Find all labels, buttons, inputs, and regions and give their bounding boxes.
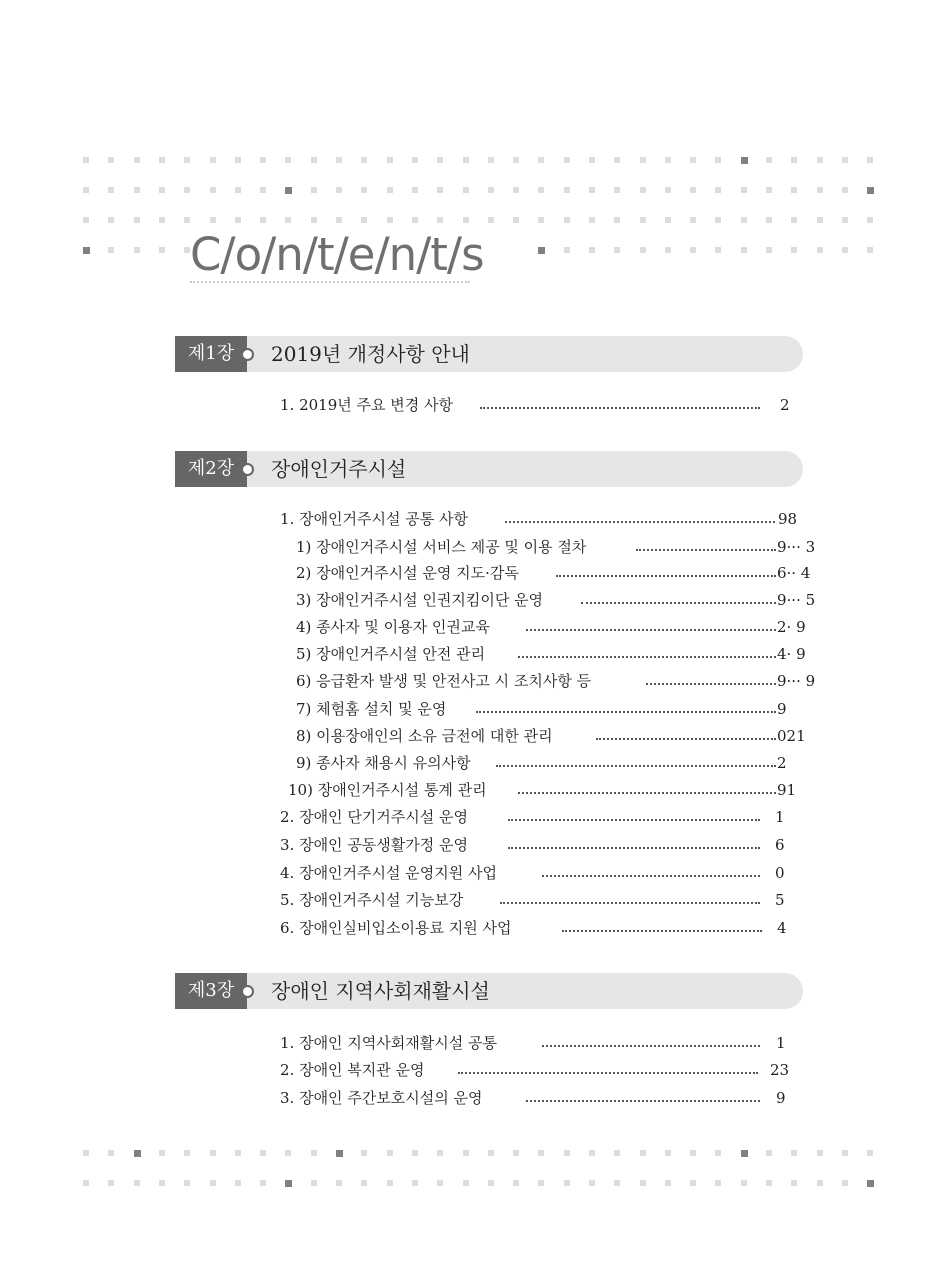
decorative-dot (715, 247, 721, 253)
decorative-dot (665, 1180, 671, 1186)
toc-entry-label: 4. 장애인거주시설 운영지원 사업 (280, 860, 500, 886)
leader-dots (505, 521, 775, 523)
toc-entry-label: 7) 체험홈 설치 및 운영 (296, 696, 449, 722)
decorative-dot (867, 1150, 873, 1156)
decorative-dot (412, 157, 418, 163)
toc-entry-label: 6. 장애인실비입소이용료 지원 사업 (280, 915, 514, 941)
toc-entry-page: 6·· 4 (777, 564, 811, 582)
decorative-dot (564, 187, 570, 193)
decorative-dot (640, 1180, 646, 1186)
chapter-3-header (175, 973, 805, 1009)
decorative-dot (538, 157, 544, 163)
decorative-dot (513, 1180, 519, 1186)
toc-entry-label: 2. 장애인 복지관 운영 (280, 1057, 428, 1083)
decorative-dot (842, 187, 848, 193)
toc-entry-label: 8) 이용장애인의 소유 금전에 대한 관리 (296, 723, 556, 749)
decorative-dot (766, 187, 772, 193)
decorative-dot (108, 217, 114, 223)
decorative-dot (741, 187, 747, 193)
toc-entry[interactable] (280, 887, 815, 913)
toc-entry-label: 4) 종사자 및 이용자 인권교육 (296, 614, 493, 640)
decorative-dot (361, 1150, 367, 1156)
decorative-dot (412, 1150, 418, 1156)
leader-dots (542, 1045, 760, 1047)
decorative-dot (159, 187, 165, 193)
decorative-dot (690, 247, 696, 253)
decorative-dot (817, 217, 823, 223)
decorative-dot (134, 1150, 141, 1157)
decorative-dot (589, 1150, 595, 1156)
title-underline (190, 281, 470, 283)
decorative-dot (235, 157, 241, 163)
decorative-dot (766, 1150, 772, 1156)
decorative-dot (285, 217, 291, 223)
decorative-dot (665, 247, 671, 253)
decorative-dot (437, 1180, 443, 1186)
toc-entry-page: 9··· 9 (777, 672, 816, 690)
leader-dots (518, 792, 776, 794)
decorative-dot (766, 157, 772, 163)
decorative-dot (83, 187, 89, 193)
toc-entry[interactable] (296, 696, 818, 722)
toc-entry[interactable] (280, 506, 815, 532)
decorative-dot (210, 1180, 216, 1186)
toc-entry[interactable] (296, 641, 818, 667)
decorative-dot (564, 247, 570, 253)
decorative-dot (83, 247, 90, 254)
toc-entry-label: 9) 종사자 채용시 유의사항 (296, 750, 474, 776)
decorative-dot (867, 247, 873, 253)
decorative-dot (285, 1150, 291, 1156)
decorative-dot (311, 187, 317, 193)
decorative-dot (614, 187, 620, 193)
decorative-dot (463, 157, 469, 163)
decorative-dot (134, 187, 140, 193)
decorative-dot (791, 247, 797, 253)
decorative-dot (210, 1150, 216, 1156)
decorative-dot (614, 247, 620, 253)
toc-entry[interactable] (280, 1057, 815, 1083)
toc-entry[interactable] (280, 392, 790, 418)
decorative-dot (842, 157, 848, 163)
decorative-dot (336, 217, 342, 223)
decorative-dot (640, 157, 646, 163)
decorative-dot (640, 247, 646, 253)
decorative-dot (159, 157, 165, 163)
decorative-dot (665, 217, 671, 223)
decorative-dot (311, 1150, 317, 1156)
toc-entry-label: 2. 장애인 단기거주시설 운영 (280, 804, 471, 830)
decorative-dot (564, 217, 570, 223)
decorative-dot (108, 157, 114, 163)
toc-entry-page: 5 (775, 891, 785, 909)
decorative-dot (538, 1150, 544, 1156)
toc-entry[interactable] (296, 560, 818, 586)
decorative-dot (336, 1150, 343, 1157)
decorative-dot (614, 1150, 620, 1156)
decorative-dot (108, 1150, 114, 1156)
leader-dots (476, 711, 776, 713)
decorative-dot (741, 157, 748, 164)
decorative-dot (817, 187, 823, 193)
toc-entry-label: 6) 응급환자 발생 및 안전사고 시 조치사항 등 (296, 668, 594, 694)
decorative-dot (184, 217, 190, 223)
chapter-tag: 제3장 (175, 973, 247, 1009)
leader-dots (518, 656, 776, 658)
decorative-dot (463, 187, 469, 193)
decorative-dot (311, 157, 317, 163)
toc-entry-page: 2 (777, 754, 787, 772)
decorative-dot (134, 247, 140, 253)
decorative-dot (361, 217, 367, 223)
leader-dots (508, 847, 760, 849)
toc-entry-page: 9 (776, 1089, 786, 1107)
decorative-dot (463, 1150, 469, 1156)
decorative-dot (412, 187, 418, 193)
decorative-dot (589, 1180, 595, 1186)
decorative-dot (260, 1180, 266, 1186)
decorative-dot (285, 187, 292, 194)
decorative-dot (463, 217, 469, 223)
decorative-dot (791, 217, 797, 223)
decorative-dot (741, 247, 747, 253)
toc-entry-label: 5) 장애인거주시설 안전 관리 (296, 641, 488, 667)
decorative-dot (614, 217, 620, 223)
decorative-dot (817, 247, 823, 253)
toc-entry-label: 1. 2019년 주요 변경 사항 (280, 392, 456, 418)
decorative-dot (513, 157, 519, 163)
decorative-dot (83, 157, 89, 163)
decorative-dot (285, 1180, 292, 1187)
toc-entry[interactable] (296, 534, 818, 560)
toc-entry-label: 1. 장애인 지역사회재활시설 공통 (280, 1030, 500, 1056)
decorative-dot (665, 1150, 671, 1156)
decorative-dot (159, 217, 165, 223)
toc-entry-page: 91 (777, 781, 797, 799)
decorative-dot (488, 1150, 494, 1156)
chapter-title: 2019년 개정사항 안내 (271, 342, 470, 366)
leader-dots (581, 602, 776, 604)
decorative-dot (513, 1150, 519, 1156)
decorative-dot (766, 217, 772, 223)
decorative-dot (285, 157, 291, 163)
decorative-dot (134, 157, 140, 163)
decorative-dot (235, 1150, 241, 1156)
decorative-dot (412, 217, 418, 223)
decorative-dot (614, 157, 620, 163)
decorative-dot (791, 1180, 797, 1186)
decorative-dot (235, 1180, 241, 1186)
decorative-dot (817, 1150, 823, 1156)
decorative-dot (184, 157, 190, 163)
ring-icon (241, 463, 254, 476)
toc-entry-label: 3. 장애인 주간보호시설의 운영 (280, 1085, 486, 1111)
toc-entry-label: 3. 장애인 공동생활가정 운영 (280, 832, 471, 858)
toc-entry-page: 1 (775, 808, 785, 826)
ring-icon (241, 348, 254, 361)
decorative-dot (715, 1180, 721, 1186)
toc-entry-page: 6 (775, 836, 785, 854)
decorative-dot (817, 1180, 823, 1186)
leader-dots (526, 629, 776, 631)
decorative-dot (791, 1150, 797, 1156)
decorative-dot (538, 217, 544, 223)
toc-entry[interactable] (296, 614, 818, 640)
decorative-dot (513, 187, 519, 193)
decorative-dot (412, 1180, 418, 1186)
decorative-dot (235, 187, 241, 193)
decorative-dot (564, 157, 570, 163)
chapter-tag: 제2장 (175, 451, 247, 487)
decorative-dot (589, 187, 595, 193)
decorative-dot (184, 1180, 190, 1186)
decorative-dot (159, 1150, 165, 1156)
toc-entry-page: 2 (780, 396, 790, 414)
toc-entry-page: 9··· 5 (777, 591, 816, 609)
toc-entry[interactable] (296, 723, 818, 749)
decorative-dot (108, 247, 114, 253)
decorative-dot (437, 217, 443, 223)
decorative-dot (336, 157, 342, 163)
decorative-dot (640, 187, 646, 193)
leader-dots (500, 902, 760, 904)
leader-dots (556, 575, 776, 577)
decorative-dot (842, 1180, 848, 1186)
toc-entry-page: 021 (777, 727, 806, 745)
decorative-dot (665, 187, 671, 193)
toc-entry-page: 2· 9 (777, 618, 806, 636)
toc-entry-page: 4· 9 (777, 645, 806, 663)
chapter-tag: 제1장 (175, 336, 247, 372)
decorative-dot (589, 217, 595, 223)
toc-entry-label: 3) 장애인거주시설 인권지킴이단 운영 (296, 587, 546, 613)
decorative-dot (387, 157, 393, 163)
decorative-dot (108, 1180, 114, 1186)
leader-dots (646, 683, 776, 685)
toc-entry-page: 0 (775, 864, 785, 882)
decorative-dot (513, 217, 519, 223)
decorative-dot (159, 247, 165, 253)
decorative-dot (842, 217, 848, 223)
decorative-dot (210, 157, 216, 163)
toc-entry-page: 98 (778, 510, 798, 528)
decorative-dot (715, 217, 721, 223)
leader-dots (526, 1100, 760, 1102)
toc-entry[interactable] (280, 804, 815, 830)
decorative-dot (184, 1150, 190, 1156)
leader-dots (542, 875, 760, 877)
decorative-dot (159, 1180, 165, 1186)
chapter-title: 장애인거주시설 (271, 457, 407, 481)
decorative-dot (260, 217, 266, 223)
decorative-dot (564, 1150, 570, 1156)
decorative-dot (741, 1180, 747, 1186)
toc-entry-page: 9 (777, 700, 787, 718)
toc-entry[interactable] (280, 832, 815, 858)
toc-entry-label: 1) 장애인거주시설 서비스 제공 및 이용 절차 (296, 534, 589, 560)
page-title: C/o/n/t/e/n/t/s (190, 228, 484, 281)
decorative-dot (387, 217, 393, 223)
decorative-dot (134, 1180, 140, 1186)
toc-entry-page: 1 (776, 1034, 786, 1052)
decorative-dot (83, 217, 89, 223)
decorative-dot (665, 157, 671, 163)
decorative-dot (311, 1180, 317, 1186)
decorative-dot (235, 217, 241, 223)
decorative-dot (538, 187, 544, 193)
toc-entry[interactable] (280, 1030, 815, 1056)
decorative-dot (690, 1150, 696, 1156)
decorative-dot (564, 1180, 570, 1186)
decorative-dot (690, 157, 696, 163)
decorative-dot (766, 1180, 772, 1186)
decorative-dot (614, 1180, 620, 1186)
decorative-dot (715, 157, 721, 163)
decorative-dot (108, 187, 114, 193)
decorative-dot (311, 217, 317, 223)
decorative-dot (134, 217, 140, 223)
decorative-dot (715, 187, 721, 193)
leader-dots (480, 407, 760, 409)
decorative-dot (589, 247, 595, 253)
chapter-1-header (175, 336, 805, 372)
leader-dots (458, 1072, 758, 1074)
decorative-dot (387, 187, 393, 193)
leader-dots (562, 930, 762, 932)
decorative-dot (766, 247, 772, 253)
toc-entry-label: 10) 장애인거주시설 통계 관리 (288, 777, 490, 803)
decorative-dot (741, 1150, 748, 1157)
decorative-dot (260, 187, 266, 193)
leader-dots (596, 738, 776, 740)
decorative-dot (361, 187, 367, 193)
decorative-dot (488, 1180, 494, 1186)
toc-entry[interactable] (280, 1085, 815, 1111)
decorative-dot (715, 1150, 721, 1156)
toc-entry-label: 1. 장애인거주시설 공통 사항 (280, 506, 471, 532)
toc-entry[interactable] (288, 777, 818, 803)
decorative-dot (387, 1180, 393, 1186)
decorative-dot (741, 217, 747, 223)
decorative-dot (791, 187, 797, 193)
toc-entry-label: 2) 장애인거주시설 운영 지도·감독 (296, 560, 522, 586)
leader-dots (636, 549, 776, 551)
toc-entry[interactable] (280, 860, 815, 886)
decorative-dot (640, 1150, 646, 1156)
decorative-dot (83, 1180, 89, 1186)
toc-entry[interactable] (280, 915, 815, 941)
decorative-dot (488, 157, 494, 163)
decorative-dot (589, 157, 595, 163)
toc-entry-label: 5. 장애인거주시설 기능보강 (280, 887, 466, 913)
decorative-dot (210, 217, 216, 223)
decorative-dot (867, 1180, 874, 1187)
decorative-dot (210, 187, 216, 193)
decorative-dot (184, 187, 190, 193)
chapter-2-header (175, 451, 805, 487)
decorative-dot (690, 217, 696, 223)
decorative-dot (640, 217, 646, 223)
decorative-dot (791, 157, 797, 163)
decorative-dot (437, 1150, 443, 1156)
decorative-dot (690, 1180, 696, 1186)
decorative-dot (842, 1150, 848, 1156)
toc-entry-page: 9··· 3 (777, 538, 816, 556)
decorative-dot (817, 157, 823, 163)
chapter-title: 장애인 지역사회재활시설 (271, 979, 490, 1003)
decorative-dot (867, 187, 874, 194)
decorative-dot (867, 157, 873, 163)
decorative-dot (867, 217, 873, 223)
ring-icon (241, 985, 254, 998)
decorative-dot (437, 157, 443, 163)
decorative-dot (463, 1180, 469, 1186)
decorative-dot (336, 187, 342, 193)
toc-entry-page: 4 (777, 919, 787, 937)
decorative-dot (538, 247, 545, 254)
decorative-dot (260, 157, 266, 163)
decorative-dot (83, 1150, 89, 1156)
decorative-dot (690, 187, 696, 193)
decorative-dot (488, 217, 494, 223)
leader-dots (508, 819, 760, 821)
decorative-dot (387, 1150, 393, 1156)
decorative-dot (260, 1150, 266, 1156)
toc-entry[interactable] (296, 587, 818, 613)
decorative-dot (842, 247, 848, 253)
toc-entry[interactable] (296, 750, 818, 776)
decorative-dot (336, 1180, 342, 1186)
leader-dots (496, 765, 776, 767)
decorative-dot (361, 1180, 367, 1186)
toc-entry-page: 23 (770, 1061, 790, 1079)
decorative-dot (538, 1180, 544, 1186)
decorative-dot (437, 187, 443, 193)
decorative-dot (361, 157, 367, 163)
toc-entry[interactable] (296, 668, 818, 694)
decorative-dot (488, 187, 494, 193)
